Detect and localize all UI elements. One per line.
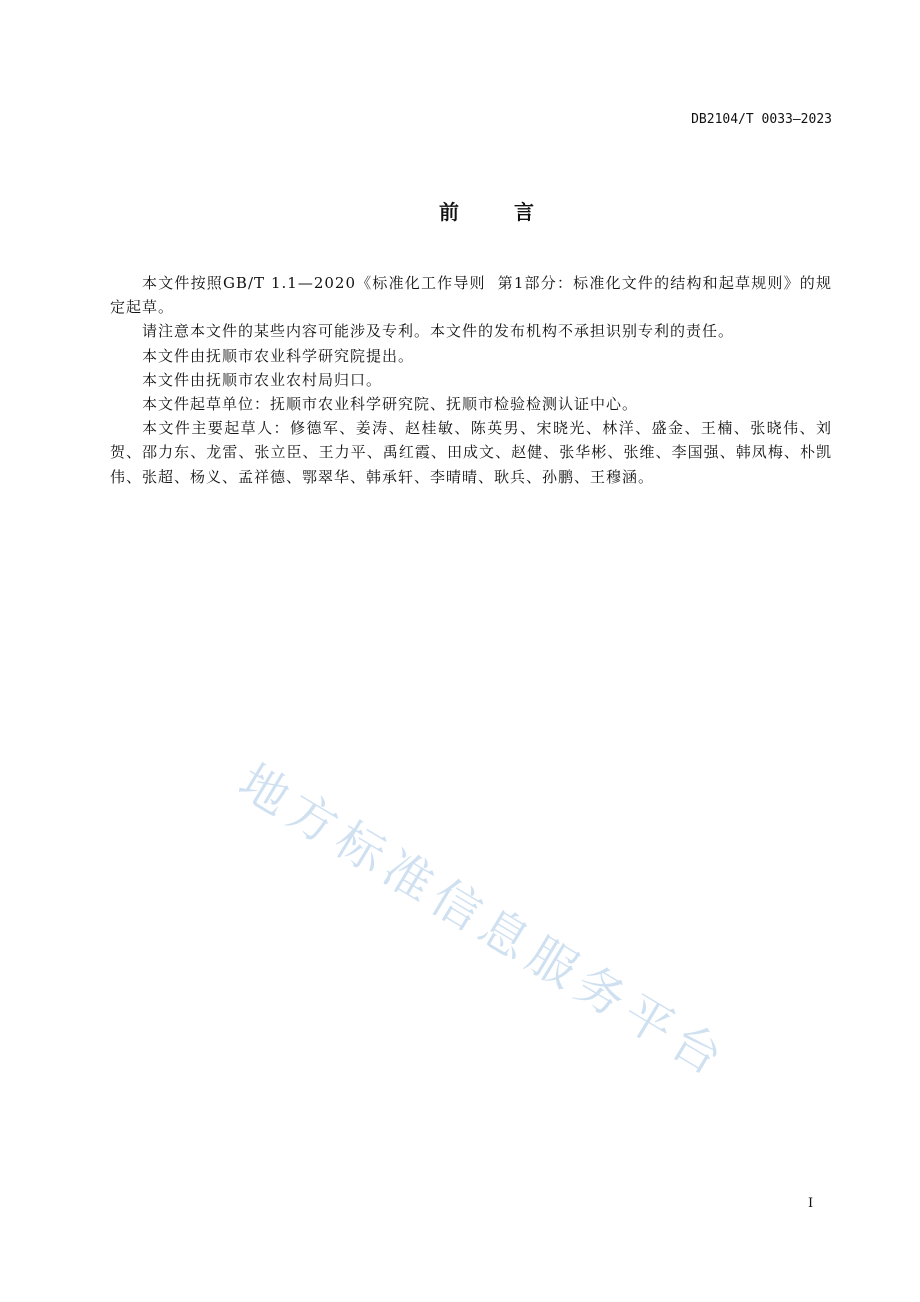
page-number: I [808, 1196, 814, 1211]
paragraph-patent-notice: 请注意本文件的某些内容可能涉及专利。本文件的发布机构不承担识别专利的责任。 [142, 322, 735, 341]
foreword-body [110, 271, 832, 489]
paragraph-drafters: 本文件主要起草人：修德军、姜涛、赵桂敏、陈英男、宋晓光、林洋、盛金、王楠、张晓伟、刘贺、邵力东、龙雷、张立臣、王力平、禹红霞、田成文、赵健、张华彬、张维、李国强、韩凤梅、朴凯伟、张超、杨义、孟祥德、鄂翠华、韩承轩、李晴晴、耿兵、孙鹏、王穆涵。 [110, 419, 832, 486]
paragraph-drafting-units: 本文件起草单位：抚顺市农业科学研究院、抚顺市检验检测认证中心。 [142, 395, 639, 414]
paragraph-centralized-by: 本文件由抚顺市农业农村局归口。 [142, 370, 383, 389]
page-title: 前言 [439, 200, 589, 224]
document-code: DB2104/T 0033—2023 [691, 112, 832, 127]
paragraph-proposed-by: 本文件由抚顺市农业科学研究院提出。 [142, 346, 415, 365]
watermark: 地方标准信息服务平台 [229, 753, 739, 1091]
paragraph-drafting-basis: 本文件按照GB/T 1.1—2020《标准化工作导则 第1部分：标准化文件的结构和起草规则》的规定起草。 [110, 274, 832, 317]
